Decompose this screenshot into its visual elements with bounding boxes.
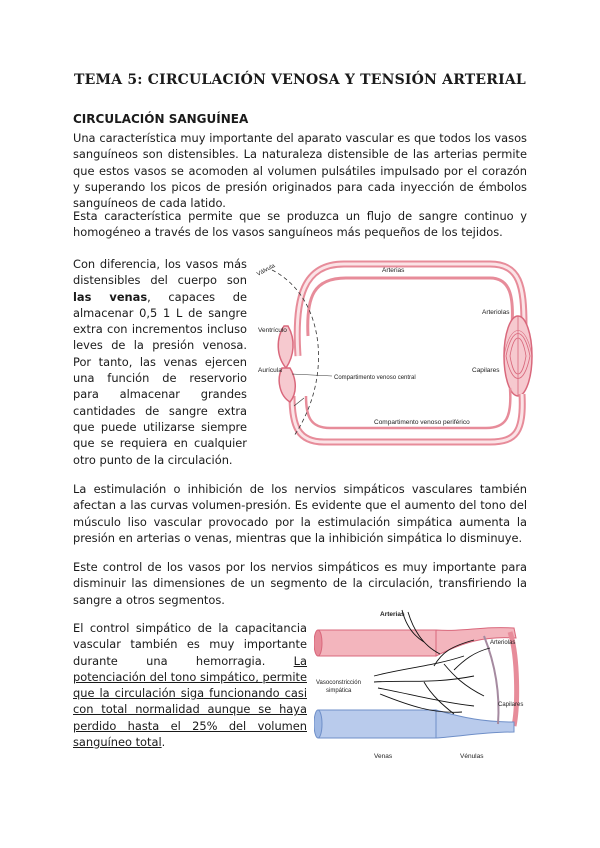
text-run: El control simpático de la capacitancia vascular también es muy importante durante una hemorragia. [73,621,307,668]
vasoconstriction-diagram [314,606,526,762]
underlined-statement: La potenciación del tono simpático, permite que la circulación siga funcionando casi con total normalidad aunque se haya perdido hasta el 25% del volumen sanguíneo total [73,653,307,750]
label-capillaries: Capilares [472,367,500,374]
label-arterioles: Arteriolas [482,309,510,316]
label-arterioles: Arteriolas [490,640,516,646]
paragraph-hemorrhage [73,620,307,750]
page-title: TEMA 5: CIRCULACIÓN VENOSA Y TENSIÓN ARTERIAL [74,72,526,88]
paragraph-continuous-flow: Esta característica permite que se produzca un flujo de sangre continuo y homogéneo a través de los vasos sanguíneos más pequeños de los tejidos. [73,209,527,240]
vein-tube [318,710,436,738]
circulation-diagram [254,256,534,454]
label-sympathetic: simpática [326,688,352,694]
text-run: Con diferencia, los vasos más distensibles del cuerpo son [73,257,247,288]
paragraph-distensibility: Una característica muy importante del aparato vascular es que todos los vasos sanguíneos son distensibles. La naturaleza distensible de las arterias permite que estos vasos se acomoden al volumen pulsátiles impulsado por el corazón y superando los picos de presión originados para cada inyección de émbolos sanguíneos de cada latido. [73,131,527,211]
label-arteries: Arterias [380,611,405,618]
label-valve: Válvula [256,263,277,278]
arterioles-vessel [308,278,513,336]
arteriole-descend [510,632,517,726]
text-run: . [161,735,166,750]
paragraph-veins-reservoir [73,256,247,468]
label-atrium: Aurícula [258,367,282,374]
label-ventricle: Ventrículo [258,327,287,334]
paragraph-vessel-control: Este control de los vasos por los nervios simpáticos es muy importante para disminuir las dimensiones de un segmento de la circulación, transfiriendo la sangre a otros segmentos. [73,560,527,607]
label-peripheral-compartment: Compartimento venoso periférico [374,419,470,426]
sympathetic-nerves [374,610,490,714]
label-central-compartment: Compartimento venoso central [334,375,416,381]
label-arteries: Arterias [382,267,405,274]
label-capillaries: Capilares [498,702,524,708]
label-veins: Venas [374,753,393,760]
text-run: , capaces de almacenar 0,5 1 L de sangre extra con incrementos incluso leves de la presión venosa. Por tanto, las venas ejercen una función de reservorio para almacenar grandes cantidades de sangre extra que puede utilizarse siempre que se requiera en cualquier otro punto de la circulación. [73,289,247,467]
peripheral-vein-vessel [292,394,522,442]
label-venules: Vénulas [460,753,484,760]
bold-term-veins: las venas [73,289,148,304]
capillaries-bundle [504,316,532,396]
paragraph-sympathetic-nerves: La estimulación o inhibición de los nervios simpáticos vasculares también afectan a las curvas volumen-presión. Es evidente que el aumento del tono del músculo liso vascular provocado por la estimulación simpática aumenta la presión en arterias o venas, mientras que la inhibición simpática lo disminuye. [73,482,527,545]
label-vasoconstriction: Vasoconstricción [316,680,361,686]
section-heading: CIRCULACIÓN SANGUÍNEA [73,112,249,126]
